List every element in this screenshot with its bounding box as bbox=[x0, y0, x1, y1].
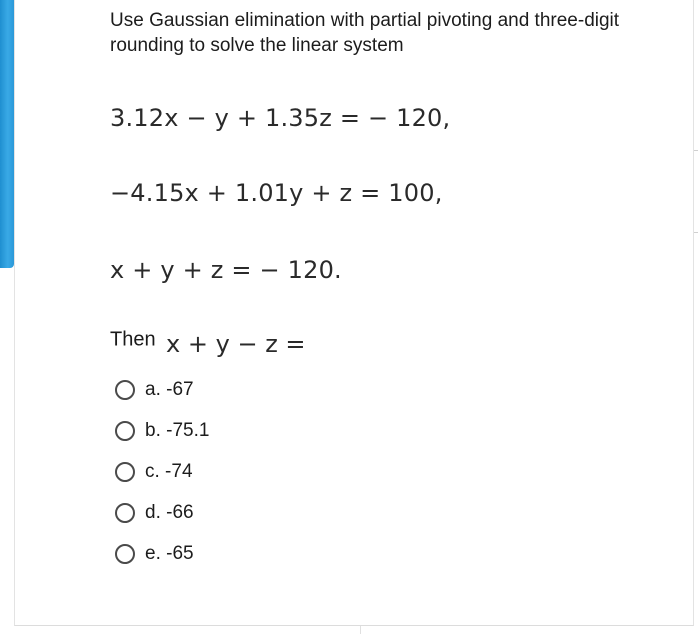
option-c[interactable] bbox=[115, 451, 415, 492]
left-accent-rail bbox=[0, 0, 14, 268]
option-label: b. -75.1 bbox=[145, 419, 210, 441]
option-label: d. -66 bbox=[145, 501, 194, 523]
radio-button-icon[interactable] bbox=[115, 380, 135, 400]
option-label: c. -74 bbox=[145, 460, 193, 482]
radio-button-icon[interactable] bbox=[115, 421, 135, 441]
answer-options bbox=[115, 369, 415, 574]
option-e[interactable] bbox=[115, 533, 415, 574]
equation-2: −4.15x + 1.01y + z = 100, bbox=[110, 179, 443, 207]
option-d[interactable] bbox=[115, 492, 415, 533]
scroll-tick bbox=[694, 150, 698, 151]
equation-3: x + y + z = − 120. bbox=[110, 256, 342, 284]
option-b[interactable] bbox=[115, 410, 415, 451]
question-prompt: Use Gaussian elimination with partial pivoting and three-digit rounding to solve the linear system bbox=[110, 10, 620, 56]
radio-button-icon[interactable] bbox=[115, 503, 135, 523]
radio-button-icon[interactable] bbox=[115, 544, 135, 564]
then-expression: x + y − z = bbox=[166, 330, 306, 358]
equation-1: 3.12x − y + 1.35z = − 120, bbox=[110, 104, 451, 132]
radio-button-icon[interactable] bbox=[115, 462, 135, 482]
question-stem bbox=[110, 326, 306, 358]
option-label: a. -67 bbox=[145, 378, 194, 400]
option-a[interactable] bbox=[115, 369, 415, 410]
bottom-divider bbox=[360, 626, 361, 634]
scroll-tick bbox=[694, 232, 698, 233]
then-label: Then bbox=[110, 328, 156, 351]
option-label: e. -65 bbox=[145, 542, 194, 564]
